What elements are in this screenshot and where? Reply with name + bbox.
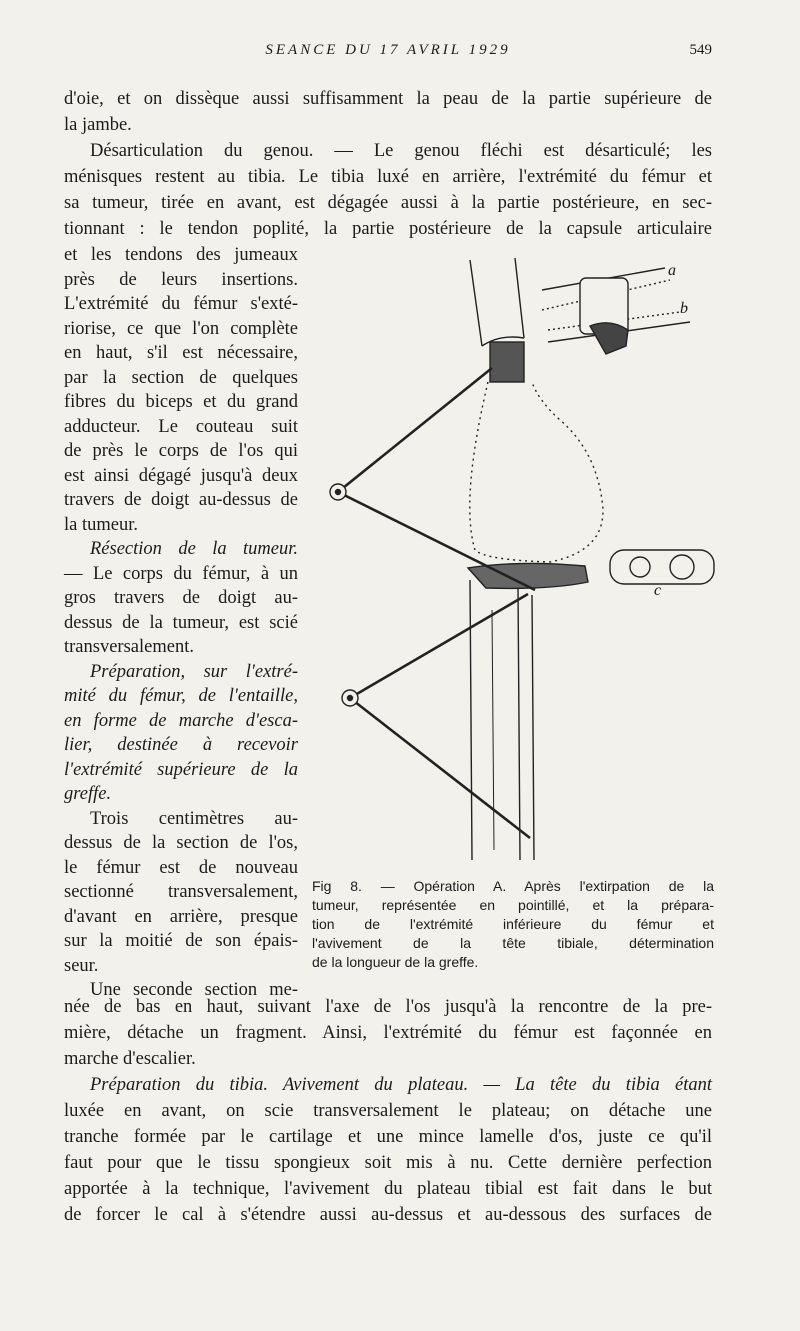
text-line: mière, détache un fragment. Ainsi, l'extrémité du fémur est façonnée en [64,1023,712,1043]
text-line: la jambe. [64,115,132,135]
running-title: SEANCE DU 17 AVRIL 1929 [265,42,511,58]
caliper-arm-upper-2 [338,492,535,590]
text-line: sa tumeur, tirée en avant, est dégagée aussi à la partie postérieure, en sec- [64,193,712,213]
column-line: le fémur est de nouveau [64,857,298,878]
text-line: tionnant : le tendon poplité, la partie postérieure de la capsule articulaire [64,219,712,239]
text-line: née de bas en haut, suivant l'axe de l'os jusqu'à la rencontre de la pre- [64,997,712,1017]
column-line: greffe. [64,784,112,804]
caliper-arm-upper [338,368,492,492]
text-line: faut pour que le tissu spongieux soit mis à nu. Cette dernière perfection [64,1153,712,1173]
tibial-plateau [468,563,588,588]
femur-stump [490,342,524,382]
text-line: d'oie, et on dissèque aussi suffisamment la peau de la partie supérieure de [64,89,712,109]
column-line: près de leurs insertions. [64,269,298,290]
column-line: fibres du biceps et du grand [64,392,298,412]
femur-right-edge [515,258,524,338]
tibia-left-edge [470,580,472,860]
caption-line: de la longueur de la greffe. [312,954,479,970]
text-line: marche d'escalier. [64,1049,196,1069]
column-line: Trois centimètres au- [90,808,298,829]
femur-left-edge [470,260,482,346]
page-number: 549 [689,42,712,58]
subheading-line: Désarticulation du genou. — Le genou fléchi est désarticulé; les [90,141,712,161]
column-line: riorise, ce que l'on complète [64,318,298,339]
text-line: tranche formée par le cartilage et une mince lamelle d'os, juste ce qu'il [64,1127,712,1147]
column-line: L'extrémité du fémur s'exté- [64,294,298,314]
column-line: sectionné transversalement, [64,882,298,902]
caliper-arm-lower-2 [350,698,530,838]
page-header [64,42,712,66]
column-line: de près le corps de l'os qui [64,441,298,461]
caption-line: Fig 8. — Opération A. Après l'extirpation de la [312,878,714,894]
column-line: dessus de la tumeur, est scié [64,612,298,633]
caption-line: tumeur, représentée en pointillé, et la prépara- [312,897,714,913]
column-line: en forme de marche d'esca- [64,710,298,731]
text-line: Préparation du tibia. Avivement du plateau. — La tête du tibia étant [90,1075,712,1095]
caliper-arm-lower [350,594,528,698]
figure-label-b: b [680,300,688,317]
figure-label-c: c [654,582,662,599]
column-line: par la section de quelques [64,367,298,388]
column-line: est ainsi dégagé jusqu'à deux [64,465,298,486]
column-line: en haut, s'il est nécessaire, [64,343,298,363]
column-line: lier, destinée à recevoir [64,735,298,755]
figure-label-a: a [668,262,676,279]
column-line: et les tendons des jumeaux [64,245,298,265]
column-line: la tumeur. [64,514,138,535]
tibia-right-edge [518,588,520,860]
column-line: seur. [64,955,99,976]
column-line: Une seconde section me- [90,980,298,1000]
column-line: d'avant en arrière, presque [64,906,298,927]
column-line: adducteur. Le couteau suit [64,416,298,437]
column-line: sur la moitié de son épais- [64,931,298,951]
anatomical-figure [310,250,730,870]
text-line: apportée à la technique, l'avivement du plateau tibial est fait dans le but [64,1179,712,1199]
column-line: Préparation, sur l'extré- [90,661,298,682]
tumor-outline [470,382,603,562]
column-line: mité du fémur, de l'entaille, [64,686,298,706]
caption-line: l'avivement de la tête tibiale, détermination [312,935,714,951]
column-line: travers de doigt au-dessus de [64,490,298,510]
section-c [610,550,714,584]
column-line: — Le corps du fémur, à un [64,563,298,584]
text-line: luxée en avant, on scie transversalement le plateau; on détache une [64,1101,712,1121]
column-line: transversalement. [64,637,194,657]
column-line: gros travers de doigt au- [64,588,298,608]
caption-line: tion de l'extrémité inférieure du fémur et [312,916,714,932]
text-line: ménisques restent au tibia. Le tibia luxé en arrière, l'extrémité du fémur et [64,167,712,187]
column-line: Résection de la tumeur. [90,539,298,559]
column-line: dessus de la section de l'os, [64,833,298,853]
text-line: de forcer le cal à s'étendre aussi au-dessus et au-dessous des surfaces de [64,1205,712,1225]
fibula [532,595,534,860]
column-line: l'extrémité supérieure de la [64,759,298,780]
